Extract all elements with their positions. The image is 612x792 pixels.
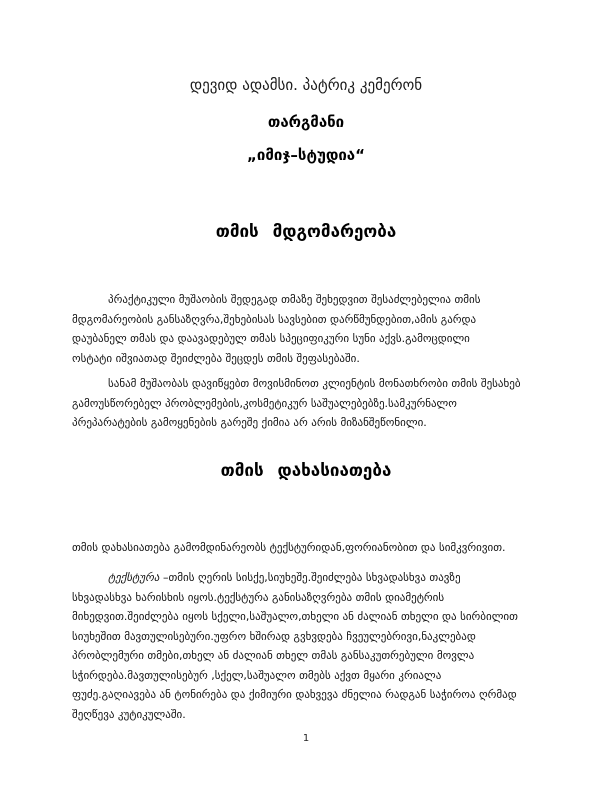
paragraph-line: პრაქტიკული მუშაობის შედეგად თმაზე შეხედვით შესაძლებელია თმის (108, 293, 481, 306)
paragraph-line: ფუძე.გაღიავება ან ტონირება და ქიმიური დახვევა ძნელია რადგან საჭიროა ღრმად (72, 688, 517, 701)
paragraph-condition-assessment (72, 290, 542, 368)
paragraph-line: სხვადასხვა ხარისხის იყოს.ტექსტურა განისაზღვრება თმის დიამეტრის (72, 590, 445, 604)
section-heading-condition: თმის მდგომარეობა (215, 222, 397, 242)
paragraph-line: მდგომარეობის განსაზღვრა,შეხებისას სავსებით დარწმუნდებით,ამის გარდა (72, 312, 477, 326)
paragraph-line: სანამ მუშაობას დავიწყებთ მოვისმინოთ კლიენტის მონათხრობი თმის შესახებ (108, 377, 521, 390)
paragraph-line: პრობლემური თმები,თხელ ან ძალიან თხელ თმას განსაკუთრებული მოვლა (72, 649, 475, 662)
author-line: დევიდ ადამსი. პატრიკ კემერონ (189, 76, 423, 94)
paragraph-line: სჭირდება.მავთულისებურ ,სქელ,საშუალო თმებს აქვთ მყარი კრიალა (72, 668, 442, 682)
section-heading-characteristics: თმის დახასიათება (220, 461, 392, 481)
paragraph-client-consultation (72, 374, 542, 433)
paragraph-characteristics-intro (72, 538, 542, 558)
paragraph-line: მიხედვით.შეიძლება იყოს სქელი,საშუალო,თხელი ან ძალიან თხელი და სირბილით (72, 610, 518, 623)
paragraph-line: გამოუსწორებელ პრობლემების,კოსმეტიკურ საშუალებებზე.სამკურნალო (72, 396, 457, 410)
subtitle: თარგმანი (267, 113, 345, 131)
paragraph-line: შეღწევა კუტიკულაში. (72, 707, 186, 721)
paragraph-line: დაუბანელ თმას და დაავადებულ თმას სპეციფიკური სუნი აქვს.გამოცდილი (72, 332, 470, 345)
paragraph-line: პრეპარატების გამოყენების გარეშე ქიმია არ არის მიზანშეწონილი. (72, 416, 427, 429)
work-title: „იმიჯ–სტუდია“ (247, 146, 365, 164)
paragraph-line: თმის დახასიათება გამომდინარეობს ტექსტურიდან,ფორიანობით და სიმკვრივით. (72, 541, 506, 554)
page-number: 1 (302, 733, 310, 744)
paragraph-texture (72, 568, 542, 724)
texture-term: ტექსტურა (108, 571, 160, 584)
paragraph-line: ოსტატი იშვიათად შეიძლება შეცდეს თმის შეფასებაში. (72, 351, 360, 365)
paragraph-line: სიუხეშით მავთულისებური.უფრო ხშირად გვხვდება ჩვეულებრივი,ნაკლებად (72, 629, 476, 643)
paragraph-line (72, 568, 542, 588)
texture-definition: –თმის ღერის სისქე,სიუხეშე.შეიძლება სხვადასხვა თავზე (159, 571, 461, 584)
